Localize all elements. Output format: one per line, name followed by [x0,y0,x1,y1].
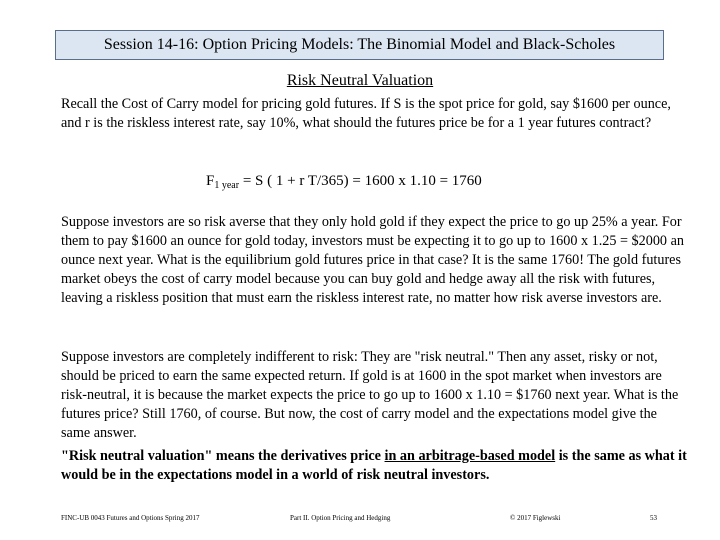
footer-copyright: © 2017 Figlewski [510,514,561,522]
footer-page-number: 53 [650,514,657,522]
slide-title-bar [55,30,664,60]
formula-subscript: 1 year [214,180,240,191]
formula-rhs: = S ( 1 + r T/365) = 1600 x 1.10 = 1760 [239,173,482,189]
conclusion-underlined: in an arbitrage-based model [384,448,556,464]
slide-title: Session 14-16: Option Pricing Models: The Binomial Model and Black-Scholes [103,36,616,53]
paragraph-cost-of-carry: Recall the Cost of Carry model for pricing gold futures. If S is the spot price for gold, say $1600 per ounce, and r is the riskless interest rate, say 10%, what should the futures price be for a 1 year futures contract? [61,96,671,131]
paragraph-risk-neutral: Suppose investors are completely indifferent to risk: They are "risk neutral." Then any asset, risky or not, should be priced to earn the same expected return. If gold is at 1600 in the spot market when investors are risk-neutral, it is because the market expects the price to go up to 1600 x 1.10 = $1760 next year. What is the futures price? Still 1760, of course. But now, the cost of carry model and the expectations model give the same answer. [61,349,679,441]
footer-part: Part II. Option Pricing and Hedging [290,514,391,522]
conclusion-part1: "Risk neutral valuation" means the derivatives price [61,448,385,464]
formula-lhs: F [206,173,215,189]
conclusion-statement [61,447,701,485]
futures-formula [206,173,482,191]
paragraph-risk-averse: Suppose investors are so risk averse that they only hold gold if they expect the price to go up 25% a year. For them to pay $1600 an ounce for gold today, investors must be expecting it to go up to 1600 x 1.25 = $2000 an ounce next year. What is the equilibrium gold futures price in that case? It is the same 1760! The gold futures market obeys the cost of carry model because you can buy gold and hedge away all the risk with futures, leaving a riskless position that must earn the riskless interest rate, no matter how risk averse investors are. [61,214,684,306]
conclusion-part2: is the same as what it would be in the expectations model in a world of risk neutral investors. [61,448,687,483]
footer-course: FINC-UB 0043 Futures and Options Spring 2017 [61,514,200,522]
section-heading: Risk Neutral Valuation [286,72,434,89]
